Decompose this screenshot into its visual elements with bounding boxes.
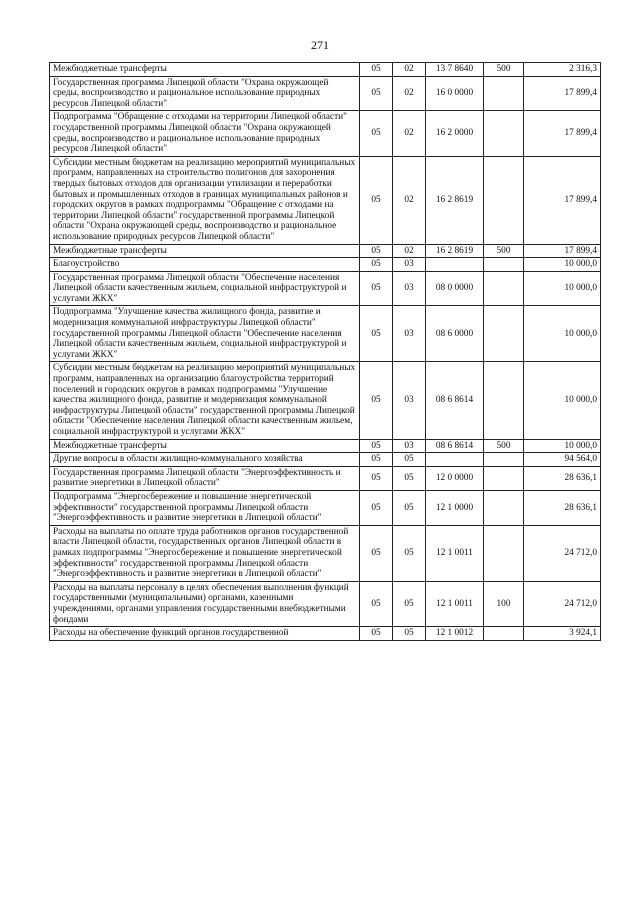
amount-cell: 10 000,0 (524, 271, 601, 306)
page-number: 271 (311, 38, 329, 52)
amount-cell: 10 000,0 (524, 306, 601, 362)
expense-name-cell: Субсидии местным бюджетам на реализацию мероприятий муниципальных программ, направленных на строительство полигонов для захоронения твердых бытовых отходов для организации утилизации и переработки бытовых и промышленных отходов в границах муниципальных районов и городских округов в рамках подпрограммы "Обращение с отходами на территории Липецкой области" государственной программы Липецкой области "Охрана окружающей среды, воспроизводство и рациональное использование природных ресурсов Липецкой области" (50, 156, 360, 244)
subsection-code-cell: 05 (393, 466, 426, 490)
subsection-code-cell: 02 (393, 156, 426, 244)
expense-type-cell (484, 306, 524, 362)
expense-name-cell: Подпрограмма "Улучшение качества жилищного фонда, развитие и модернизация коммунальной инфраструктуры Липецкой области" государственной программы Липецкой области "Обеспечение населения Липецкой области качественным жильем, социальной инфраструктурой и услугами ЖКХ" (50, 306, 360, 362)
subsection-code-cell: 02 (393, 111, 426, 156)
target-article-cell: 13 7 8640 (426, 63, 484, 77)
target-article-cell (426, 258, 484, 272)
expense-type-cell: 500 (484, 244, 524, 258)
amount-cell: 24 712,0 (524, 525, 601, 581)
table-row (50, 271, 601, 306)
target-article-cell: 16 2 8619 (426, 156, 484, 244)
expense-name-cell: Государственная программа Липецкой области "Энергоэффективность и развитие энергетики в Липецкой области" (50, 466, 360, 490)
expense-name-cell: Государственная программа Липецкой области "Охрана окружающей среды, воспроизводство и рациональное использование природных ресурсов Липецкой области" (50, 76, 360, 111)
expense-name-cell: Межбюджетные трансферты (50, 63, 360, 77)
amount-cell: 94 564,0 (524, 453, 601, 467)
expense-type-cell (484, 466, 524, 490)
expense-name-cell: Расходы на выплаты по оплате труда работников органов государственной власти Липецкой области, государственных органов Липецкой области в рамках подпрограммы "Энергосбережение и повышение энергетической эффективности" государственной программы Липецкой области "Энергоэффективность и развитие энергетики в Липецкой области" (50, 525, 360, 581)
section-code-cell: 05 (360, 466, 393, 490)
expense-type-cell (484, 627, 524, 641)
expense-type-cell (484, 76, 524, 111)
amount-cell: 17 899,4 (524, 156, 601, 244)
subsection-code-cell: 02 (393, 244, 426, 258)
target-article-cell: 08 6 8614 (426, 362, 484, 439)
amount-cell: 28 636,1 (524, 466, 601, 490)
expense-type-cell (484, 362, 524, 439)
target-article-cell: 16 2 0000 (426, 111, 484, 156)
table-row (50, 306, 601, 362)
subsection-code-cell: 05 (393, 453, 426, 467)
amount-cell: 10 000,0 (524, 362, 601, 439)
table-row (50, 63, 601, 77)
table-row (50, 466, 601, 490)
amount-cell: 24 712,0 (524, 581, 601, 626)
expense-type-cell (484, 156, 524, 244)
section-code-cell: 05 (360, 156, 393, 244)
target-article-cell (426, 453, 484, 467)
target-article-cell: 12 1 0000 (426, 490, 484, 525)
section-code-cell: 05 (360, 306, 393, 362)
table-row (50, 439, 601, 453)
section-code-cell: 05 (360, 627, 393, 641)
expense-type-cell: 100 (484, 581, 524, 626)
amount-cell: 10 000,0 (524, 439, 601, 453)
section-code-cell: 05 (360, 111, 393, 156)
table-row (50, 362, 601, 439)
table-row (50, 258, 601, 272)
expense-name-cell: Благоустройство (50, 258, 360, 272)
section-code-cell: 05 (360, 76, 393, 111)
target-article-cell: 12 1 0011 (426, 525, 484, 581)
table-row (50, 581, 601, 626)
expense-type-cell: 500 (484, 63, 524, 77)
expense-type-cell: 500 (484, 439, 524, 453)
table-row (50, 453, 601, 467)
expense-name-cell: Субсидии местным бюджетам на реализацию мероприятий муниципальных программ, направленных на организацию благоустройства территорий поселений и городских округов в рамках подпрограммы "Улучшение качества жилищного фонда, развитие и модернизация коммунальной инфраструктуры Липецкой области" государственной программы Липецкой области "Обеспечение населения Липецкой области качественным жильем, социальной инфраструктурой и услугами ЖКХ" (50, 362, 360, 439)
expense-name-cell: Межбюджетные трансферты (50, 244, 360, 258)
section-code-cell: 05 (360, 244, 393, 258)
target-article-cell: 08 0 0000 (426, 271, 484, 306)
target-article-cell: 12 0 0000 (426, 466, 484, 490)
subsection-code-cell: 03 (393, 439, 426, 453)
expense-type-cell (484, 271, 524, 306)
section-code-cell: 05 (360, 439, 393, 453)
section-code-cell: 05 (360, 525, 393, 581)
expense-name-cell: Подпрограмма "Обращение с отходами на территории Липецкой области" государственной программы Липецкой области "Охрана окружающей среды, воспроизводство и рациональное использование природных ресурсов Липецкой области" (50, 111, 360, 156)
amount-cell: 2 316,3 (524, 63, 601, 77)
section-code-cell: 05 (360, 63, 393, 77)
table-row (50, 627, 601, 641)
amount-cell: 10 000,0 (524, 258, 601, 272)
expense-name-cell: Расходы на выплаты персоналу в целях обеспечения выполнения функций государственными (муниципальными) органами, казенными учреждениями, органами управления государственными внебюджетными фондами (50, 581, 360, 626)
target-article-cell: 12 1 0011 (426, 581, 484, 626)
amount-cell: 17 899,4 (524, 244, 601, 258)
subsection-code-cell: 03 (393, 306, 426, 362)
table-row (50, 490, 601, 525)
section-code-cell: 05 (360, 453, 393, 467)
section-code-cell: 05 (360, 490, 393, 525)
expense-type-cell (484, 111, 524, 156)
subsection-code-cell: 03 (393, 258, 426, 272)
subsection-code-cell: 05 (393, 490, 426, 525)
amount-cell: 17 899,4 (524, 76, 601, 111)
target-article-cell: 12 1 0012 (426, 627, 484, 641)
target-article-cell: 16 0 0000 (426, 76, 484, 111)
table-row (50, 111, 601, 156)
target-article-cell: 16 2 8619 (426, 244, 484, 258)
subsection-code-cell: 05 (393, 627, 426, 641)
expense-name-cell: Подпрограмма "Энергосбережение и повышение энергетической эффективности" государственной программы Липецкой области "Энергоэффективность и развитие энергетики в Липецкой области" (50, 490, 360, 525)
table-row (50, 156, 601, 244)
subsection-code-cell: 03 (393, 362, 426, 439)
section-code-cell: 05 (360, 362, 393, 439)
amount-cell: 3 924,1 (524, 627, 601, 641)
expense-type-cell (484, 453, 524, 467)
section-code-cell: 05 (360, 258, 393, 272)
subsection-code-cell: 05 (393, 581, 426, 626)
subsection-code-cell: 02 (393, 63, 426, 77)
subsection-code-cell: 02 (393, 76, 426, 111)
subsection-code-cell: 03 (393, 271, 426, 306)
budget-table (49, 62, 601, 641)
expense-type-cell (484, 525, 524, 581)
expense-name-cell: Другие вопросы в области жилищно-коммунального хозяйства (50, 453, 360, 467)
table-row (50, 76, 601, 111)
amount-cell: 28 636,1 (524, 490, 601, 525)
section-code-cell: 05 (360, 271, 393, 306)
expense-name-cell: Расходы на обеспечение функций органов государственной (50, 627, 360, 641)
subsection-code-cell: 05 (393, 525, 426, 581)
section-code-cell: 05 (360, 581, 393, 626)
target-article-cell: 08 6 0000 (426, 306, 484, 362)
amount-cell: 17 899,4 (524, 111, 601, 156)
expense-name-cell: Межбюджетные трансферты (50, 439, 360, 453)
table-row (50, 244, 601, 258)
expense-name-cell: Государственная программа Липецкой области "Обеспечение населения Липецкой области качественным жильем, социальной инфраструктурой и услугами ЖКХ" (50, 271, 360, 306)
expense-type-cell (484, 258, 524, 272)
table-body (50, 63, 601, 641)
expense-type-cell (484, 490, 524, 525)
table-row (50, 525, 601, 581)
target-article-cell: 08 6 8614 (426, 439, 484, 453)
